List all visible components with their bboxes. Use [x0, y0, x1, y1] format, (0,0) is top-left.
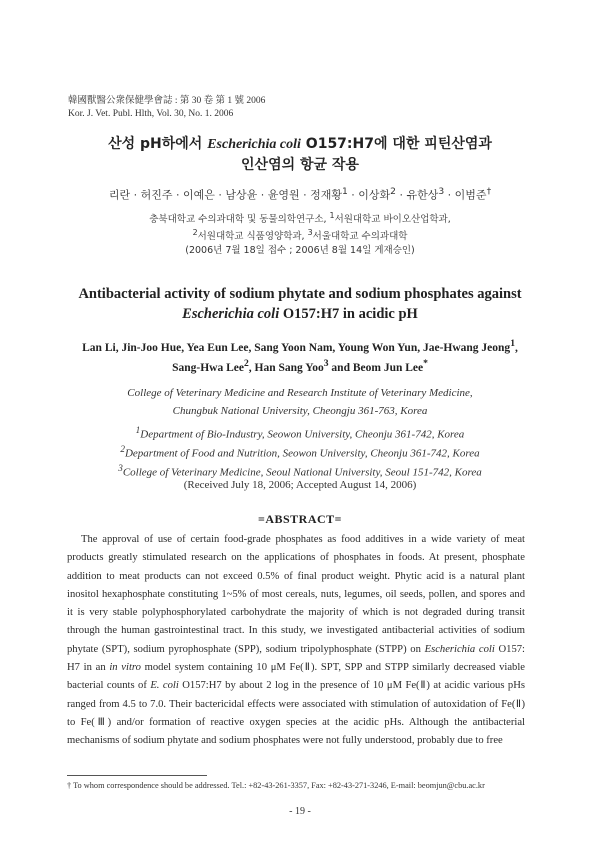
korean-aff2-sup2: 3 [307, 228, 313, 237]
abstract-body [67, 531, 525, 751]
korean-title-post: O157:H7에 대한 피틴산염과 [300, 136, 492, 152]
korean-authors-part4: · 이범준 [444, 188, 487, 202]
english-authors-sup1: 1 [510, 338, 515, 349]
correspondence-footnote: † To whom correspondence should be addressed. Tel.: +82-43-261-3357, Fax: +82-43-271-3246, E-mail: beomjun@cbu.ac.kr [67, 781, 485, 790]
english-title-line1: Antibacterial activity of sodium phytate and sodium phosphates against [78, 286, 522, 302]
english-title-species: Escherichia coli [182, 306, 280, 322]
korean-aff2-main: 서원대학교 식품영양학과, [197, 231, 308, 243]
english-authors-sup4: * [423, 358, 428, 369]
korean-authors [0, 186, 600, 203]
abstract-text-2: O157: H7 in an [67, 643, 525, 674]
abstract-italic-3: E. coli [150, 680, 179, 692]
english-aff2-sup: 2 [120, 444, 125, 454]
korean-aff1-post: 서원대학교 바이오산업학과, [334, 214, 451, 226]
korean-title-line2: 인산염의 항균 작용 [241, 157, 359, 173]
received-dates: (Received July 18, 2006; Accepted August 14, 2006) [183, 479, 417, 491]
abstract-text-1: The approval of use of certain food-grade phosphates as food additives in a wide variety of meat products greatly stimulated research on the applications of phosphates in foods. At present, phosphate addition to meat products can not exceed 0.5% of final product weight. Phytic acid is a natural plant inositol hexaphosphate constituting 1~5% of most cereals, nuts, legumes, oil seeds, pollen, and spores and it is very stable polyphosphorylated carbohydrate the majority of which is not degraded during transit through the human gastrointestinal tract. In this study, we investigated antibacterial activities of sodium phytate (SPT), sodium pyrophosphate (SPP), sodium tripolyphosphate (STPP) on [67, 534, 525, 655]
journal-header-english: Kor. J. Vet. Publ. Hlth, Vol. 30, No. 1. 2006 [68, 109, 234, 119]
korean-affiliation-line2 [0, 225, 600, 244]
english-affiliation-0-line2: Chungbuk National University, Cheongju 361-763, Korea [172, 405, 428, 417]
korean-title-pre: 산성 pH하에서 [108, 136, 208, 152]
journal-header [68, 95, 265, 121]
english-aff1-text: Department of Bio-Industry, Seowon University, Cheonju 361-742, Korea [140, 428, 465, 441]
english-title-post: O157:H7 in acidic pH [279, 306, 418, 322]
korean-aff2-post: 서울대학교 수의과대학 [312, 231, 408, 243]
korean-title-line1 [0, 134, 600, 155]
english-authors-comma: , [514, 341, 518, 354]
english-authors-sup2: 2 [243, 358, 249, 369]
korean-aff1-main: 충북대학교 수의과대학 및 동물의학연구소, [149, 214, 330, 226]
korean-authors-part1: 리란 · 허진주 · 이예은 · 남상윤 · 윤영원 · 정재황 [108, 188, 342, 202]
footnote-divider [67, 775, 207, 776]
english-aff1-sup: 1 [135, 425, 141, 435]
korean-authors-sup2: 2 [390, 186, 396, 197]
english-authors-line2 [0, 354, 600, 378]
english-aff3-text: College of Veterinary Medicine, Seoul National University, Seoul 151-742, Korea [122, 466, 482, 479]
korean-received-dates: (2006년 7월 18일 접수 ; 2006년 8월 14일 게재승인) [185, 245, 415, 256]
korean-authors-sup3: 3 [438, 186, 445, 197]
korean-title-species: Escherichia coli [207, 137, 301, 152]
abstract-heading: =ABSTRACT= [257, 512, 343, 526]
abstract-italic-2: in vitro [109, 662, 141, 674]
page-number: - 19 - [289, 806, 311, 817]
abstract-text-4: O157:H7 by about 2 log in the presence of 10 μM Fe(Ⅱ) at acidic various pHs ranged from 4.5 to 7.0. Their bactericidal effects were associated with stimulation of autoxidation of Fe(Ⅱ) to Fe(Ⅲ) and/or formation of reactive oxygen species at the acidic pHs. Although the antibacterial mechanisms of sodium phytate and sodium phosphates were not fully understood, probably due to free [67, 680, 525, 747]
english-authors-yoo: , Han Sang Yoo [248, 361, 324, 374]
english-authors-sup3: 3 [323, 358, 329, 369]
journal-header-korean: 韓國獸醫公衆保健學會誌 : 第 30 卷 第 1 號 2006 [68, 96, 266, 106]
korean-aff2-sup: 2 [192, 228, 198, 237]
abstract-text-3: model system containing 10 μM Fe(Ⅱ). SPT, SPP and STPP similarly decreased viable bacterial counts of [67, 662, 525, 692]
english-authors-blee: and Beom Jun Lee [328, 361, 424, 374]
korean-aff1-sup: 1 [329, 211, 335, 220]
english-aff2-text: Department of Food and Nutrition, Seowon University, Cheonju 361-742, Korea [124, 447, 480, 460]
korean-authors-part2: · 이상화 [347, 188, 391, 202]
korean-authors-sup4: † [486, 186, 492, 197]
english-authors-lee: Sang-Hwa Lee [172, 361, 244, 374]
english-affiliation-0-line1: College of Veterinary Medicine and Research Institute of Veterinary Medicine, [127, 387, 473, 399]
korean-authors-sup1: 1 [341, 186, 348, 197]
english-authors-text1: Lan Li, Jin-Joo Hue, Yea Eun Lee, Sang Yoon Nam, Young Won Yun, Jae-Hwang Jeong [82, 341, 511, 354]
english-title-line2 [0, 304, 600, 324]
english-aff3-sup: 3 [118, 463, 123, 473]
korean-authors-part3: · 유한상 [395, 188, 439, 202]
abstract-italic-1: Escherichia coli [424, 643, 495, 655]
